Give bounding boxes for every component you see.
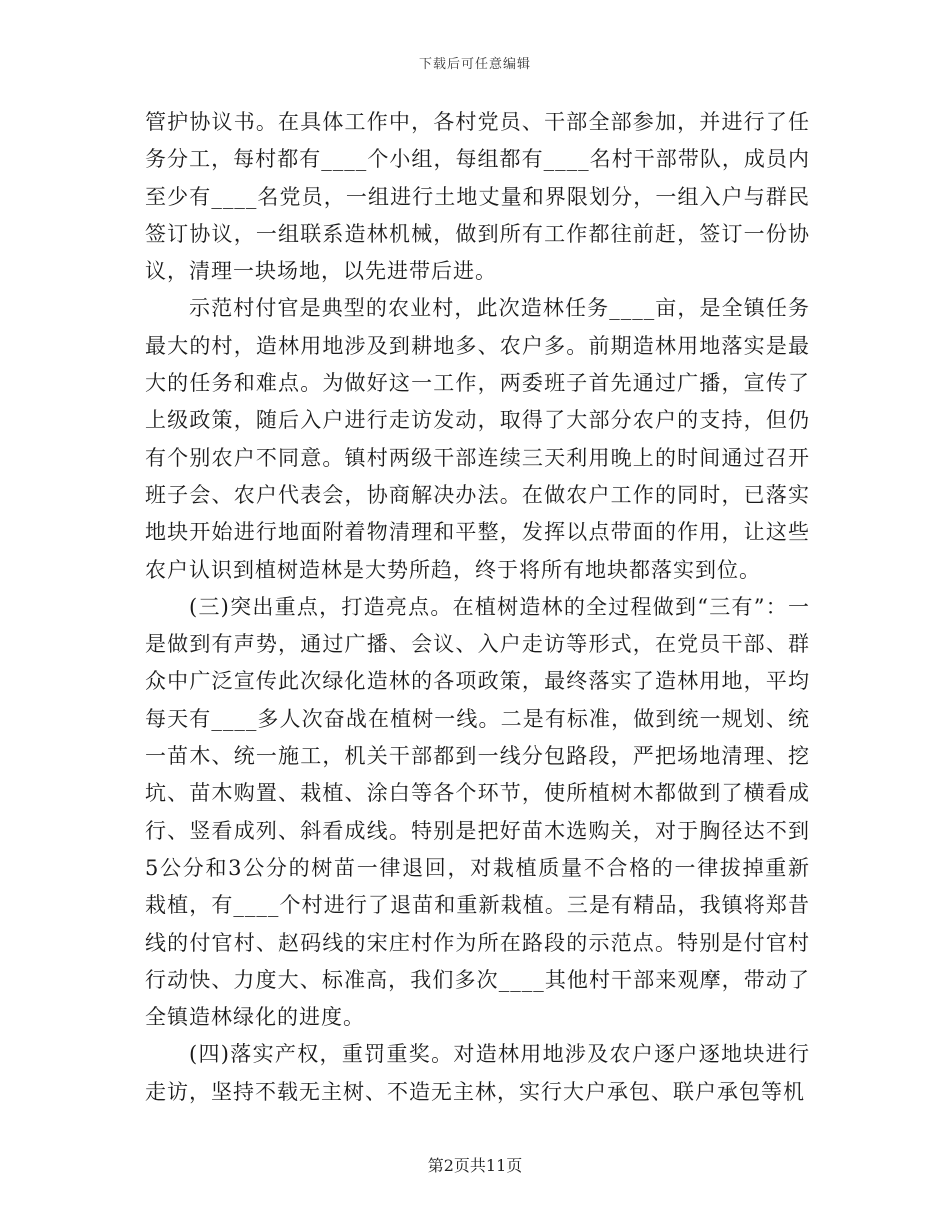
page-header: 下载后可任意编辑: [418, 57, 531, 72]
paragraph-3: (三)突出重点，打造亮点。在植树造林的全过程做到“三有”：一是做到有声势，通过广播、会议、入户走访等形式，在党员干部、群众中广泛宣传此次绿化造林的各项政策，最终落实了造林用地，平均每天有____多人次奋战在植树一线。二是有标准，做到统一规划、统一苗木、统一施工，机关干部都到一线分包路段，严把场地清理、挖坑、苗木购置、栽植、涂白等各个环节，使所植树木都做到了横看成行、竖看成列、斜看成线。特别是把好苗木选购关，对于胸径达不到5公分和3公分的树苗一律退回，对栽植质量不合格的一律拔掉重新栽植，有____个村进行了退苗和重新栽植。三是有精品，我镇将郑昔线的付官村、赵码线的宋庄村作为所在路段的示范点。特别是付官村行动快、力度大、标准高，我们多次____其他村干部来观摩，带动了全镇造林绿化的进度。: [145, 594, 810, 1030]
paragraph-1: 管护协议书。在具体工作中，各村党员、干部全部参加，并进行了任务分工，每村都有____个小组，每组都有____名村干部带队，成员内至少有____名党员，一组进行土地丈量和界限划分，一组入户与群民签订协议，一组联系造林机械，做到所有工作都往前赶，签订一份协议，清理一块场地，以先进带后进。: [145, 110, 810, 284]
paragraph-4: (四)落实产权，重罚重奖。对造林用地涉及农户逐户逐地块进行走访，坚持不载无主树、不造无主林，实行大户承包、联户承包等机: [145, 1042, 810, 1104]
document-body: [145, 104, 810, 1111]
paragraph-2: 示范村付官是典型的农业村，此次造林任务____亩，是全镇任务最大的村，造林用地涉及到耕地多、农户多。前期造林用地落实是最大的任务和难点。为做好这一工作，两委班子首先通过广播，宣传了上级政策，随后入户进行走访发动，取得了大部分农户的支持，但仍有个别农户不同意。镇村两级干部连续三天利用晚上的时间通过召开班子会、农户代表会，协商解决办法。在做农户工作的同时，已落实地块开始进行地面附着物清理和平整，发挥以点带面的作用，让这些农户认识到植树造林是大势所趋，终于将所有地块都落实到位。: [145, 296, 810, 582]
page-number: 第2页共11页: [427, 1156, 523, 1175]
